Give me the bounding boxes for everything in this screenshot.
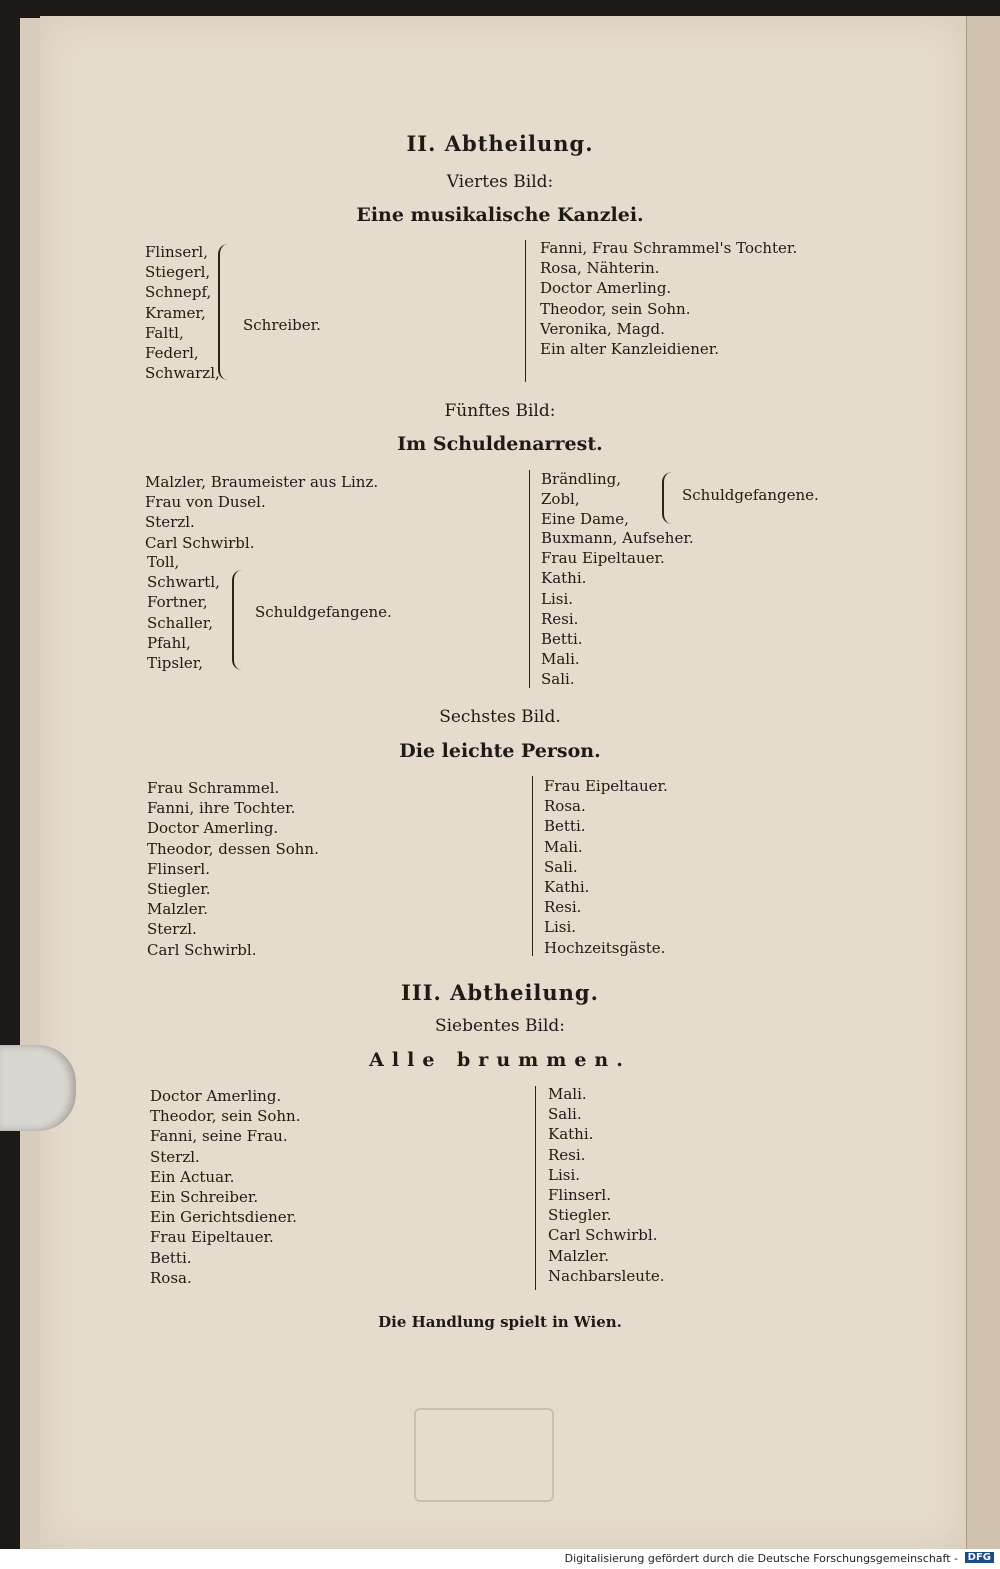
cast-name: Ein alter Kanzleidiener. (540, 340, 720, 359)
cast-name: Pfahl, (147, 633, 191, 652)
cast-name: Carl Schwirbl. (548, 1226, 658, 1245)
scene4-title: Eine musikalische Kanzlei. (356, 204, 644, 226)
scene5-label: Fünftes Bild: (444, 401, 556, 421)
cast-name: Flinserl. (147, 859, 210, 878)
cast-name: Buxmann, Aufseher. (541, 529, 694, 547)
cast-name: Mali. (541, 650, 580, 669)
scene6-left-list (147, 778, 319, 960)
cast-name: Theodor, sein Sohn. (150, 1107, 301, 1126)
cast-name: Tipsler, (147, 654, 204, 673)
cast-name: Schaller, (147, 613, 214, 632)
cast-name: Mali. (544, 837, 583, 856)
cast-name: Malzler. (548, 1246, 609, 1265)
cast-name: Rosa. (150, 1268, 192, 1287)
closing-line: Die Handlung spielt in Wien. (378, 1313, 622, 1331)
cast-name: Kathi. (541, 569, 587, 588)
cast-name: Betti. (544, 817, 586, 836)
scene7-title: Alle brummen. (369, 1049, 631, 1071)
cast-name: Malzler, Braumeister aus Linz. (145, 473, 379, 491)
cast-name: Kathi. (544, 878, 590, 897)
cast-name: Fanni, ihre Tochter. (147, 799, 296, 818)
footer-bar (0, 1549, 1000, 1569)
scene4-left-list (145, 242, 220, 383)
cast-name: Faltl, (145, 323, 184, 342)
scene5-left-group-label: Schuldgefangene. (255, 603, 392, 621)
scene5-left-list (145, 472, 378, 553)
cast-name: Sali. (544, 857, 578, 876)
cast-name: Eine Dame, (541, 510, 629, 529)
scene5-right-rest-list (541, 528, 694, 690)
scene7-divider (535, 1086, 536, 1290)
cast-name: Veronika, Magd. (540, 319, 665, 338)
cast-name: Doctor Amerling. (540, 279, 672, 298)
cast-name: Rosa, Nähterin. (540, 259, 660, 278)
cast-name: Sterzl. (150, 1147, 200, 1166)
cast-name: Stiegler. (548, 1206, 612, 1225)
part3-heading: III. Abtheilung. (401, 980, 599, 1005)
cast-name: Ein Gerichtsdiener. (150, 1208, 297, 1227)
cast-name: Doctor Amerling. (147, 819, 279, 838)
cast-name: Flinserl, (145, 243, 208, 261)
footer-credit: Digitalisierung gefördert durch die Deutsche Forschungsgemeinschaft - (564, 1552, 958, 1565)
cast-name: Rosa. (544, 797, 586, 816)
cast-name: Zobl, (541, 490, 580, 509)
scene7-label: Siebentes Bild: (434, 1016, 566, 1036)
cast-name: Lisi. (541, 589, 574, 608)
cast-name: Ein Actuar. (150, 1167, 235, 1186)
cast-name: Carl Schwirbl. (145, 533, 255, 552)
cast-name: Frau Eipeltauer. (541, 549, 665, 568)
cast-name: Schnepf, (145, 283, 212, 302)
scene5-right-group-label: Schuldgefangene. (682, 486, 819, 504)
part2-heading: II. Abtheilung. (406, 131, 594, 156)
scene4-label: Viertes Bild: (446, 172, 554, 192)
cast-name: Lisi. (548, 1165, 581, 1184)
dfg-logo: DFG (965, 1552, 994, 1563)
cast-name: Lisi. (544, 918, 577, 937)
scene4-left-group: Schreiber. (243, 316, 321, 334)
cast-name: Fortner, (147, 593, 208, 612)
scene5-title: Im Schuldenarrest. (397, 433, 603, 455)
scene4-right-list (540, 238, 797, 359)
cast-name: Frau von Dusel. (145, 493, 266, 512)
cast-name: Malzler. (147, 900, 208, 919)
cast-name: Resi. (541, 609, 579, 628)
scene6-right-list (544, 776, 668, 958)
scene5-right-brace (662, 472, 672, 524)
cast-name: Fanni, seine Frau. (150, 1127, 288, 1146)
cast-name: Frau Eipeltauer. (150, 1228, 274, 1247)
cast-name: Doctor Amerling. (150, 1087, 282, 1105)
cast-name: Frau Schrammel. (147, 779, 280, 797)
cast-name: Sterzl. (147, 920, 197, 939)
scene5-divider (529, 470, 530, 688)
cast-name: Betti. (150, 1248, 192, 1267)
cast-name: Schwartl, (147, 573, 220, 592)
scene6-label: Sechstes Bild. (439, 707, 561, 727)
scene6-divider (532, 776, 533, 956)
cast-name: Flinserl. (548, 1186, 611, 1205)
cast-name: Hochzeitsgäste. (544, 938, 666, 957)
cast-name: Stiegerl, (145, 263, 211, 282)
cast-name: Ein Schreiber. (150, 1188, 259, 1207)
cast-name: Stiegler. (147, 880, 211, 899)
cast-name: Betti. (541, 630, 583, 649)
cast-name: Fanni, Frau Schrammel's Tochter. (540, 239, 798, 257)
scene4-divider (525, 240, 526, 382)
scene4-left-brace (218, 244, 228, 380)
scene5-right-group-list (541, 469, 629, 530)
library-stamp (414, 1408, 554, 1502)
cast-name: Mali. (548, 1085, 587, 1103)
cast-name: Sterzl. (145, 513, 195, 532)
scene5-left-brace (232, 570, 242, 670)
scene7-right-list (548, 1084, 665, 1286)
cast-name: Frau Eipeltauer. (544, 777, 668, 795)
scene6-title: Die leichte Person. (399, 740, 601, 762)
cast-name: Brändling, (541, 470, 622, 488)
cast-name: Resi. (548, 1145, 586, 1164)
cast-name: Theodor, sein Sohn. (540, 299, 691, 318)
cast-name: Theodor, dessen Sohn. (147, 839, 319, 858)
cast-name: Resi. (544, 898, 582, 917)
cast-name: Schwarzl, (145, 364, 220, 383)
cast-name: Kathi. (548, 1125, 594, 1144)
scene7-left-list (150, 1086, 300, 1288)
cast-name: Sali. (548, 1105, 582, 1124)
cast-name: Carl Schwirbl. (147, 940, 257, 959)
cast-name: Nachbarsleute. (548, 1266, 665, 1285)
scene5-left-group-list (147, 552, 220, 673)
cast-name: Toll, (147, 553, 180, 571)
cast-name: Federl, (145, 344, 199, 363)
cast-name: Kramer, (145, 303, 206, 322)
cast-name: Sali. (541, 670, 575, 689)
